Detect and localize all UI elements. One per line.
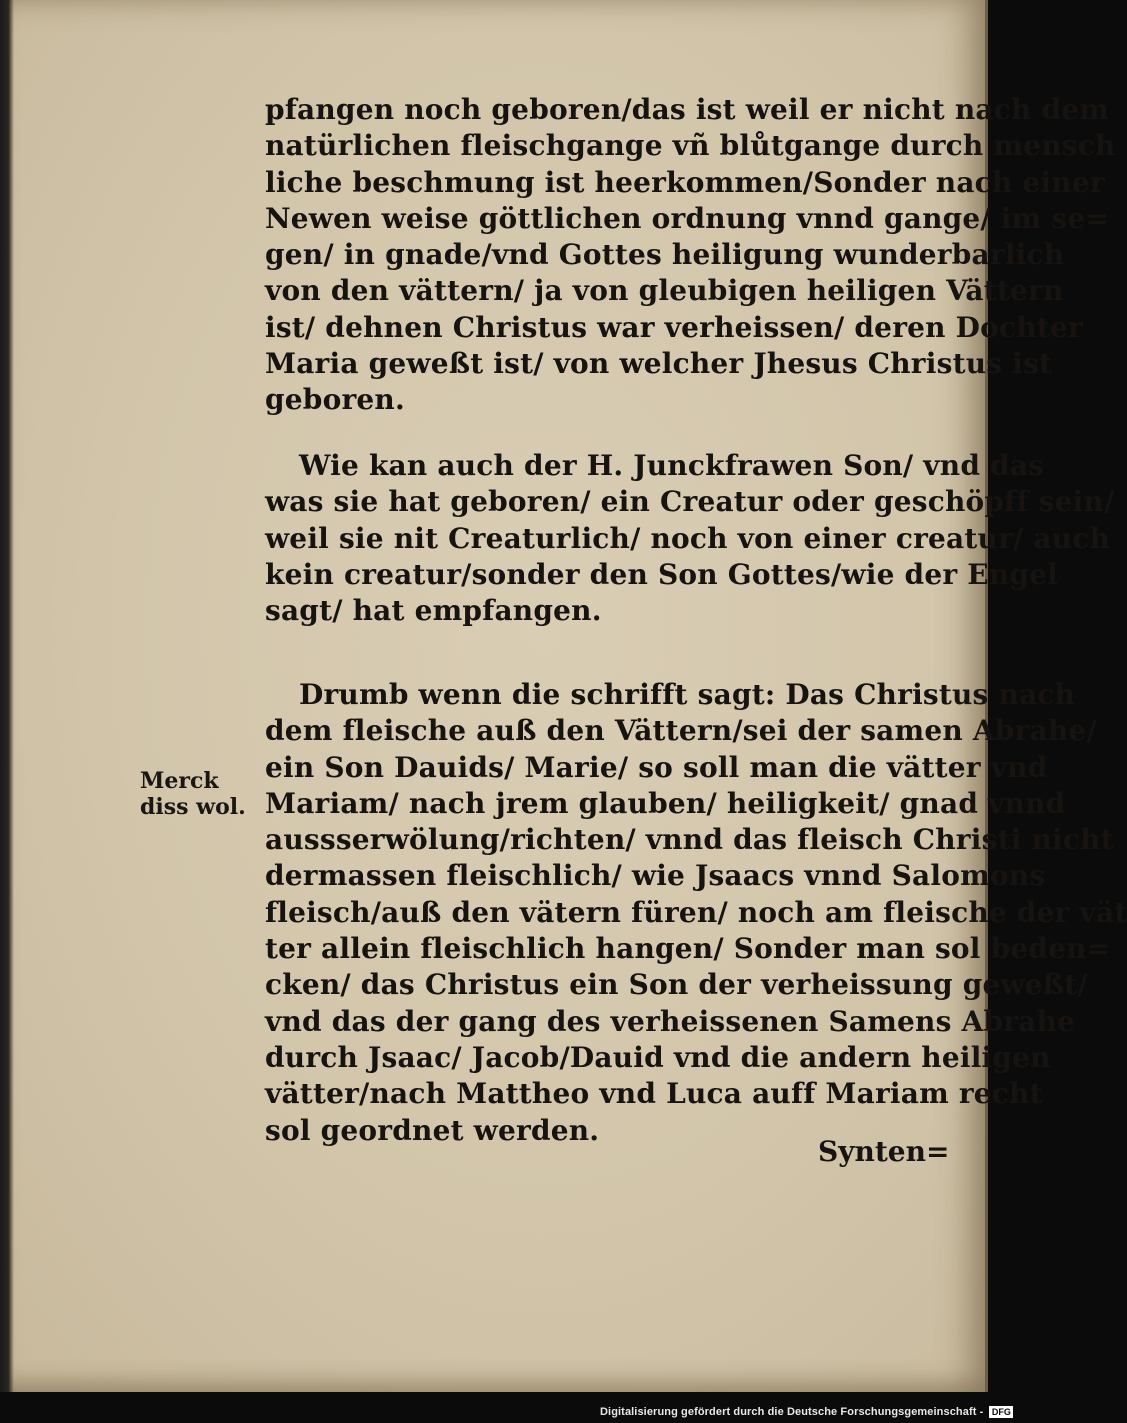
text-line: Maria geweßt ist/ von welcher Jhesus Christus ist — [265, 347, 1053, 381]
text-line: gen/ in gnade/vnd Gottes heiligung wunderbarlich — [265, 238, 1065, 272]
funding-credit: Digitalisierung gefördert durch die Deutsche Forschungsgemeinschaft - — [600, 1406, 984, 1418]
paragraph-2 — [265, 448, 1115, 629]
text-line: ein Son Dauids/ Marie/ so soll man die vätter vnd — [265, 750, 1048, 784]
text-line: aussserwölung/richten/ vnnd das fleisch Christi nicht — [265, 823, 1114, 857]
text-line: sagt/ hat empfangen. — [265, 594, 602, 628]
text-line: ist/ dehnen Christus war verheissen/ deren Dochter — [265, 310, 1083, 344]
marginal-note-line: diss wol. — [140, 794, 246, 820]
text-line: ter allein fleischlich hangen/ Sonder man sol beden= — [265, 932, 1111, 966]
marginal-note — [140, 768, 246, 820]
paragraph-1 — [265, 92, 1116, 419]
paragraph-3 — [265, 677, 1127, 1149]
text-line: pfangen noch geboren/das ist weil er nicht nach dem — [265, 93, 1110, 126]
dfg-logo: DFG — [989, 1406, 1013, 1418]
marginal-note-line: Merck — [140, 768, 219, 794]
text-line: Drumb wenn die schrifft sagt: Das Christus nach — [299, 678, 1076, 711]
text-line: Mariam/ nach jrem glauben/ heiligkeit/ gnad vnnd — [265, 786, 1066, 820]
text-line: natürlichen fleischgange vñ blůtgange durch mensch — [265, 129, 1116, 163]
text-line: dem fleische auß den Vättern/sei der samen Abrahe/ — [265, 714, 1097, 748]
text-line: durch Jsaac/ Jacob/Dauid vnd die andern heiligen — [265, 1040, 1051, 1074]
text-line: von den vättern/ ja von gleubigen heiligen Vättern — [265, 274, 1064, 308]
catchword: Synten= — [818, 1135, 950, 1168]
text-line: geboren. — [265, 383, 405, 417]
digitization-footer — [600, 1405, 1013, 1419]
text-line: Newen weise göttlichen ordnung vnnd gange/ im se= — [265, 201, 1110, 235]
text-line: sol geordnet werden. — [265, 1113, 600, 1147]
text-line: Wie kan auch der H. Junckfrawen Son/ vnd das — [299, 449, 1045, 482]
text-line: kein creatur/sonder den Son Gottes/wie der Engel — [265, 557, 1058, 591]
text-line: dermassen fleischlich/ wie Jsaacs vnnd Salomons — [265, 859, 1046, 893]
text-line: liche beschmung ist heerkommen/Sonder nach einer — [265, 165, 1105, 199]
text-line: cken/ das Christus ein Son der verheissung geweßt/ — [265, 968, 1088, 1002]
text-line: weil sie nit Creaturlich/ noch von einer creatur/ auch — [265, 521, 1111, 555]
text-line: vnd das der gang des verheissenen Samens Abrahe — [265, 1004, 1076, 1038]
text-line: was sie hat geboren/ ein Creatur oder geschöpff sein/ — [265, 485, 1115, 519]
text-line: vätter/nach Mattheo vnd Luca auff Mariam recht — [265, 1077, 1043, 1111]
page-spine-shadow — [0, 0, 14, 1392]
text-line: fleisch/auß den vätern füren/ noch am fleische der vät — [265, 895, 1127, 929]
